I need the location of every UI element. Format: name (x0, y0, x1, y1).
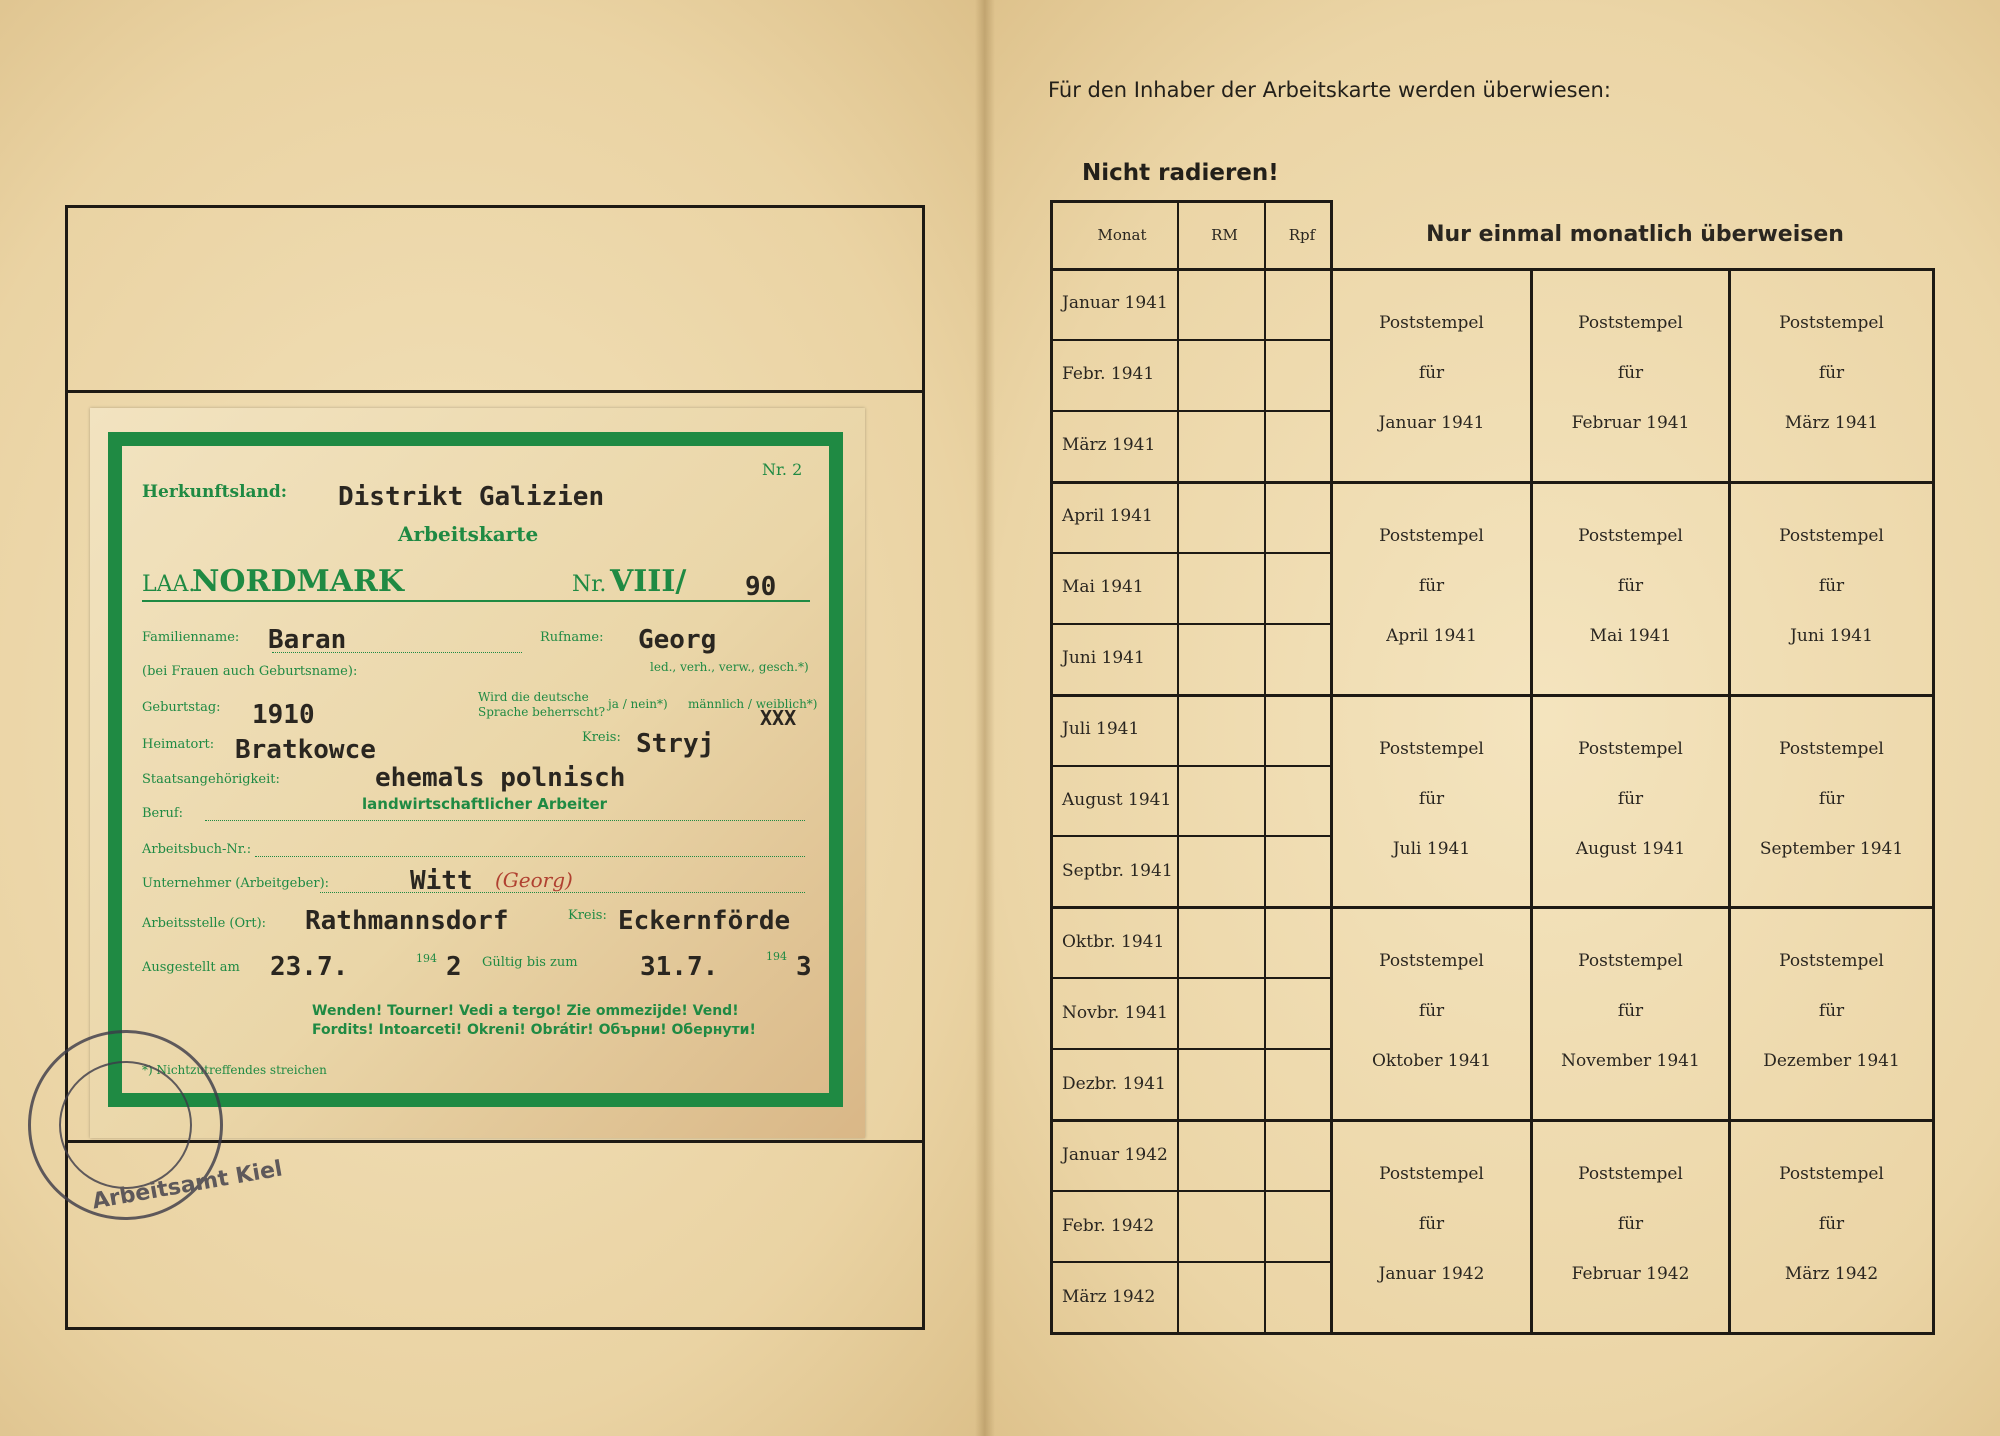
poststempel-label: Poststempel (1779, 313, 1884, 333)
fuer-label: für (1617, 789, 1644, 809)
month-row-divider (1050, 765, 1330, 767)
stamp-month-label: November 1941 (1561, 1051, 1700, 1071)
stamp-month-label: Mai 1941 (1589, 626, 1672, 646)
kreis-label: Kreis: (582, 730, 621, 745)
sprache-label-line1: Wird die deutsche (478, 690, 589, 704)
page-fold (975, 0, 995, 1436)
fuer-label: für (1617, 363, 1644, 383)
stamp-block-divider (1330, 906, 1935, 909)
herkunft-label: Herkunftsland: (142, 482, 288, 502)
nr-number: 90 (745, 572, 777, 602)
familienname-sub: (bei Frauen auch Geburtsname): (142, 664, 358, 679)
fuer-label: für (1818, 1214, 1845, 1234)
month-row-divider (1050, 835, 1330, 837)
gueltig-value: 31.7. (640, 952, 719, 982)
header-month: Monat (1097, 226, 1147, 244)
month-row-divider (1050, 1048, 1330, 1050)
ausgestellt-year-prefix: 194 (416, 952, 437, 965)
ausgestellt-year-suffix: 2 (446, 952, 462, 982)
laa-prefix: LAA. (142, 572, 196, 597)
footnote: *) Nichtzutreffendes streichen (142, 1063, 327, 1077)
month-label: Febr. 1941 (1062, 364, 1155, 384)
geschlecht-options: männlich / weiblich*) (688, 697, 818, 711)
poststempel-label: Poststempel (1578, 313, 1683, 333)
header-rpf: Rpf (1288, 226, 1316, 244)
stamp-month-label: Januar 1941 (1378, 413, 1485, 433)
frame-divider-top (65, 390, 925, 393)
wenden-line-2: Fordits! Intoarceti! Okreni! Obrátir! Обърни! Обернути! (312, 1022, 756, 1038)
geburtstag-label: Geburtstag: (142, 700, 221, 715)
poststempel-label: Poststempel (1779, 526, 1884, 546)
stamp-month-label: Juli 1941 (1392, 839, 1471, 859)
table-header-bottom (1050, 268, 1935, 271)
arbeitsstelle-value: Rathmannsdorf (305, 906, 509, 936)
month-row-divider (1050, 552, 1330, 554)
month-label: Juli 1941 (1062, 719, 1140, 739)
fuer-label: für (1617, 576, 1644, 596)
stamp-month-label: Oktober 1941 (1371, 1051, 1492, 1071)
month-label: Dezbr. 1941 (1062, 1074, 1166, 1094)
poststempel-label: Poststempel (1578, 739, 1683, 759)
month-label: August 1941 (1062, 790, 1172, 810)
month-label: Febr. 1942 (1062, 1216, 1155, 1236)
fuer-label: für (1418, 576, 1445, 596)
month-row-divider (1050, 977, 1330, 979)
nr-prefix: Nr. (572, 572, 607, 597)
card-number: Nr. 2 (762, 460, 803, 479)
stamp-month-label: Februar 1942 (1571, 1264, 1690, 1284)
unternehmer-label: Unternehmer (Arbeitgeber): (142, 876, 330, 891)
poststempel-label: Poststempel (1779, 1164, 1884, 1184)
beruf-value: landwirtschaftlicher Arbeiter (362, 795, 608, 813)
fuer-label: für (1617, 1214, 1644, 1234)
right-header: Für den Inhaber der Arbeitskarte werden überwiesen: (1048, 78, 1611, 102)
poststempel-label: Poststempel (1379, 526, 1484, 546)
stamp-inner-ring (59, 1061, 192, 1189)
month-label: März 1942 (1062, 1287, 1156, 1307)
fuer-label: für (1818, 576, 1845, 596)
beruf-label: Beruf: (142, 806, 184, 821)
arbeitsbuch-label: Arbeitsbuch-Nr.: (142, 842, 252, 857)
poststempel-label: Poststempel (1779, 951, 1884, 971)
gueltig-year-suffix: 3 (796, 952, 812, 982)
stamp-month-label: Januar 1942 (1378, 1264, 1485, 1284)
staat-label: Staatsangehörigkeit: (142, 772, 280, 787)
month-row-divider (1050, 1119, 1333, 1122)
familienname-value: Baran (268, 625, 347, 655)
ausgestellt-label: Ausgestellt am (142, 960, 240, 975)
month-label: Januar 1941 (1062, 293, 1168, 313)
month-row-divider (1050, 410, 1330, 412)
card-title: Arbeitskarte (398, 522, 539, 546)
arbeitsstelle-label: Arbeitsstelle (Ort): (142, 916, 267, 931)
stamp-block-divider (1330, 1119, 1935, 1122)
month-label: April 1941 (1062, 506, 1153, 526)
month-row-divider (1050, 481, 1333, 484)
staat-value: ehemals polnisch (375, 763, 626, 793)
ausgestellt-value: 23.7. (270, 952, 349, 982)
stamp-month-label: April 1941 (1386, 626, 1477, 646)
fuer-label: für (1818, 363, 1845, 383)
month-label: Septbr. 1941 (1062, 861, 1173, 881)
dots-unternehmer (320, 892, 805, 893)
kreis2-label: Kreis: (568, 908, 607, 923)
month-row-divider (1050, 339, 1330, 341)
month-row-divider (1050, 1190, 1330, 1192)
kreis-value: Stryj (636, 729, 715, 759)
dots-arbeitsbuch (255, 856, 805, 857)
underline-laa (142, 600, 810, 602)
stamp-month-label: März 1942 (1784, 1264, 1879, 1284)
rufname-value: Georg (638, 625, 717, 655)
laa-value: NORDMARK (192, 564, 404, 599)
month-row-divider (1050, 906, 1333, 909)
rufname-label: Rufname: (540, 630, 604, 645)
unternehmer-value: Witt (410, 866, 473, 896)
poststempel-label: Poststempel (1578, 1164, 1683, 1184)
wenden-line-1: Wenden! Tourner! Vedi a tergo! Zie ommezijde! Vend! (312, 1003, 739, 1019)
fuer-label: für (1418, 1214, 1445, 1234)
month-label: Juni 1941 (1062, 648, 1145, 668)
stamp-block-divider (1330, 481, 1935, 484)
month-label: Januar 1942 (1062, 1145, 1168, 1165)
month-label: März 1941 (1062, 435, 1156, 455)
stamp-block-divider (1330, 694, 1935, 697)
dots-beruf (205, 820, 805, 821)
heimatort-label: Heimatort: (142, 737, 215, 752)
fuer-label: für (1418, 363, 1445, 383)
poststempel-label: Poststempel (1578, 526, 1683, 546)
month-row-divider (1050, 694, 1333, 697)
stamp-month-label: September 1941 (1759, 839, 1904, 859)
poststempel-label: Poststempel (1379, 313, 1484, 333)
table-bottom-border (1050, 1332, 1935, 1335)
geburtstag-value: 1910 (252, 700, 315, 730)
month-row-divider (1050, 623, 1330, 625)
poststempel-label: Poststempel (1379, 951, 1484, 971)
fuer-label: für (1818, 789, 1845, 809)
stamp-month-label: Dezember 1941 (1763, 1051, 1900, 1071)
poststempel-label: Poststempel (1379, 739, 1484, 759)
nr-value: VIII/ (610, 564, 687, 599)
month-label: Novbr. 1941 (1062, 1003, 1168, 1023)
kreis2-value: Eckernförde (618, 906, 791, 936)
nicht-radieren: Nicht radieren! (1082, 160, 1279, 186)
header-rm: RM (1211, 226, 1238, 244)
poststempel-label: Poststempel (1379, 1164, 1484, 1184)
sprache-options: ja / nein*) (608, 697, 668, 711)
dots-familienname (272, 652, 522, 653)
fuer-label: für (1818, 1001, 1845, 1021)
stamp-heading: Nur einmal monatlich überweisen (1426, 222, 1844, 247)
sprache-label-line2: Sprache beherrscht? (478, 705, 606, 719)
poststempel-label: Poststempel (1779, 739, 1884, 759)
unternehmer-handwritten: (Georg) (495, 868, 573, 892)
geschlecht-mark: XXX (760, 706, 797, 730)
herkunft-value: Distrikt Galizien (338, 482, 605, 512)
table-left-border (1050, 200, 1053, 1335)
month-label: Oktbr. 1941 (1062, 932, 1165, 952)
stamp-month-label: März 1941 (1784, 413, 1879, 433)
table-right-border (1932, 268, 1935, 1335)
stamp-month-label: August 1941 (1575, 839, 1686, 859)
gueltig-year-prefix: 194 (766, 950, 787, 963)
month-label: Mai 1941 (1062, 577, 1144, 597)
heimatort-value: Bratkowce (235, 735, 376, 765)
gueltig-label: Gültig bis zum (482, 955, 578, 970)
status-options: led., verh., verw., gesch.*) (650, 660, 809, 674)
stamp-month-label: Juni 1941 (1790, 626, 1873, 646)
familienname-label: Familienname: (142, 630, 240, 645)
stamp-text: Arbeitsamt Kiel (90, 1156, 285, 1215)
fuer-label: für (1617, 1001, 1644, 1021)
fuer-label: für (1418, 1001, 1445, 1021)
table-top-border (1050, 200, 1333, 203)
month-row-divider (1050, 1261, 1330, 1263)
poststempel-label: Poststempel (1578, 951, 1683, 971)
stamp-month-label: Februar 1941 (1571, 413, 1690, 433)
fuer-label: für (1418, 789, 1445, 809)
